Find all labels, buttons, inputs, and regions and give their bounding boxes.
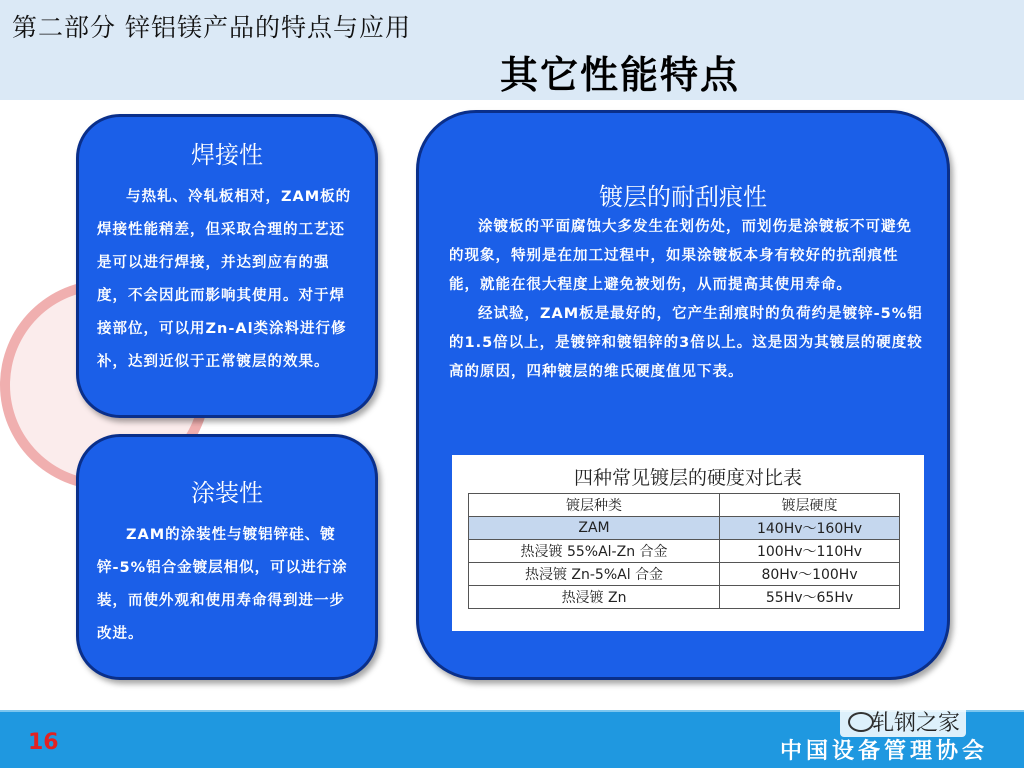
section-title: 第二部分 锌铝镁产品的特点与应用 (12, 13, 411, 42)
column-header: 镀层种类 (469, 494, 720, 517)
table-cell: 热浸镀 Zn-5%Al 合金 (469, 563, 720, 586)
coatability-paragraph: ZAM的涂装性与镀铝锌硅、镀锌-5%铝合金镀层相似，可以进行涂装，而使外观和使用寿命得到进一步改进。 (97, 527, 348, 642)
hardness-table-panel (452, 455, 924, 631)
table-row (469, 540, 900, 563)
hardness-table-caption: 四种常见镀层的硬度对比表 (573, 467, 802, 489)
table-cell: ZAM (469, 517, 720, 540)
table-cell: 热浸镀 55%Al-Zn 合金 (469, 540, 720, 563)
table-cell: 100Hv～110Hv (720, 540, 900, 563)
table-cell: 热浸镀 Zn (469, 586, 720, 609)
table-row (469, 563, 900, 586)
scratch-resistance-text (449, 213, 923, 387)
table-cell: 80Hv～100Hv (720, 563, 900, 586)
weldability-paragraph: 与热轧、冷轧板相对，ZAM板的焊接性能稍差，但采取合理的工艺还是可以进行焊接，并达到应有的强度，不会因此而影响其使用。对于焊接部位，可以用Zn-Al类涂料进行修补，达到近似于正常镀层的效果。 (97, 189, 352, 370)
table-cell: 55Hv～65Hv (720, 586, 900, 609)
page-number: 16 (28, 730, 59, 755)
page-title: 其它性能特点 (500, 53, 741, 97)
wechat-icon (848, 712, 874, 732)
weldability-card (76, 114, 378, 418)
table-row (469, 517, 900, 540)
coatability-card (76, 434, 378, 680)
organization-name: 中国设备管理协会 (780, 738, 989, 764)
scratch-resistance-title: 镀层的耐刮痕性 (599, 183, 767, 211)
weldability-text (97, 181, 359, 379)
table-row (469, 586, 900, 609)
scratch-paragraph-2: 经试验，ZAM板是最好的，它产生刮痕时的负荷约是镀锌-5%铝的1.5倍以上，是镀锌和镀铝锌的3倍以上。这是因为其镀层的硬度较高的原因，四种镀层的维氏硬度值见下表。 (449, 306, 923, 380)
hardness-table (468, 493, 900, 609)
watermark-label: 轧钢之家 (840, 706, 966, 737)
table-cell: 140Hv～160Hv (720, 517, 900, 540)
coatability-text (97, 519, 359, 651)
scratch-paragraph-1: 涂镀板的平面腐蚀大多发生在划伤处，而划伤是涂镀板不可避免的现象，特别是在加工过程中，如果涂镀板本身有较好的抗刮痕性能，就能在很大程度上避免被划伤，从而提高其使用寿命。 (449, 219, 912, 293)
table-header-row (469, 494, 900, 517)
column-header: 镀层硬度 (720, 494, 900, 517)
coatability-title: 涂装性 (191, 479, 263, 507)
weldability-title: 焊接性 (191, 141, 263, 169)
slide-header (0, 0, 1024, 100)
